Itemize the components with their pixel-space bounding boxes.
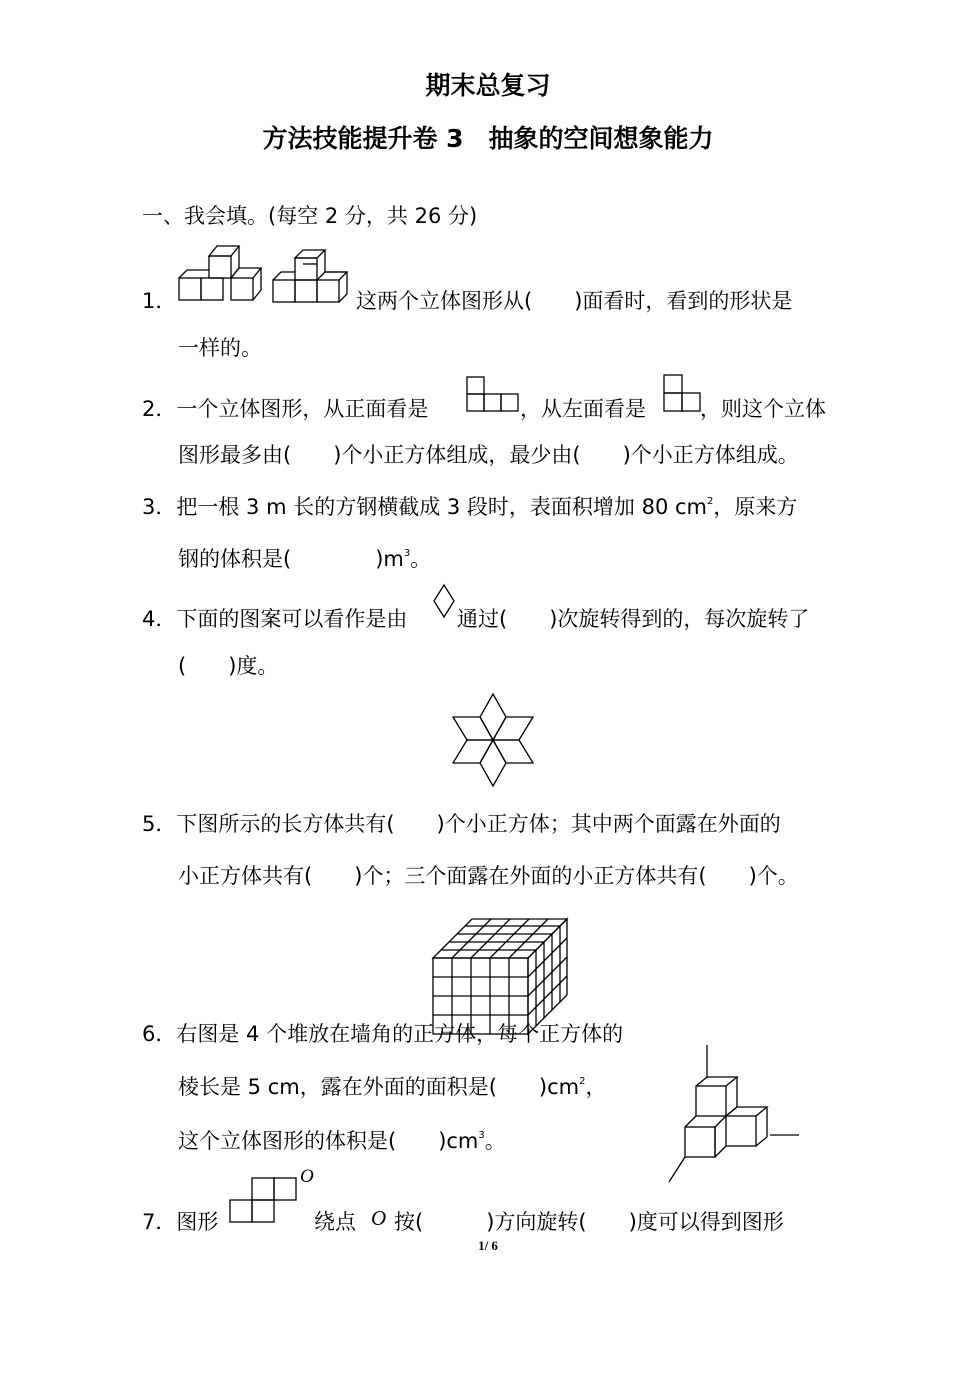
q6-text-c: 这个立体图形的体积是( )$cm^3$。 [178,1129,506,1153]
q2-front-view [466,376,522,414]
page-subtitle: 方法技能提升卷 3 抽象的空间想象能力 [262,124,714,153]
q3-text-c: 钢的体积是( )$m^3$。 [178,547,432,571]
q2-left-view [663,374,703,414]
q1-number: 1． [142,289,177,313]
q7-text-a: 7．图形 [142,1210,219,1234]
q4-text-b: 通过( )次旋转得到的，每次旋转了 [457,607,810,631]
q6-text-a: 6．右图是 4 个堆放在墙角的正方体，每个正方体的 [142,1022,624,1046]
q1-text-a: 这两个立体图形从( )面看时，看到的形状是 [356,289,793,313]
q2-text-b: ，从左面看是 [520,397,646,421]
q2-text-c: ，则这个立体 [700,397,826,421]
q7-shape-figure [229,1176,301,1224]
page-number: 1/ 6 [478,1238,498,1253]
q6-corner-cubes-figure [665,1044,805,1186]
q1-solid-figure-a [178,244,263,304]
q4-text-a: 4．下面的图案可以看作是由 [142,607,408,631]
q5-text-b: 小正方体共有( )个；三个面露在外面的小正方体共有( )个。 [178,864,799,888]
q3-text-a: 3．把一根 3 m 长的方钢横截成 3 段时，表面积增加 80 $cm^2$，原来方 [142,495,798,519]
q5-text-a: 5．下图所示的长方体共有( )个小正方体；其中两个面露在外面的 [142,812,781,836]
q4-rhombus-shape [432,584,458,620]
q7-point-o: O [371,1206,387,1230]
q4-text-c: ( )度。 [178,654,279,678]
q2-text-a: 2．一个立体图形，从正面看是 [142,397,429,421]
q7-text-c: 按( )方向旋转( )度可以得到图形 [394,1210,784,1234]
q2-text-d: 图形最多由( )个小正方体组成，最少由( )个小正方体组成。 [178,443,799,467]
page-title: 期末总复习 [425,71,551,100]
q7-point-o-label: O [300,1166,314,1187]
section-heading: 一、我会填。(每空 2 分，共 26 分) [142,204,478,228]
q6-text-b: 棱长是 5 cm，露在外面的面积是( )$cm^2$， [178,1075,607,1099]
q1-solid-figure-b [272,250,357,306]
q1-text-b: 一样的。 [178,336,262,360]
q7-text-b: 绕点 [314,1210,356,1234]
q4-star-pattern [438,693,548,787]
